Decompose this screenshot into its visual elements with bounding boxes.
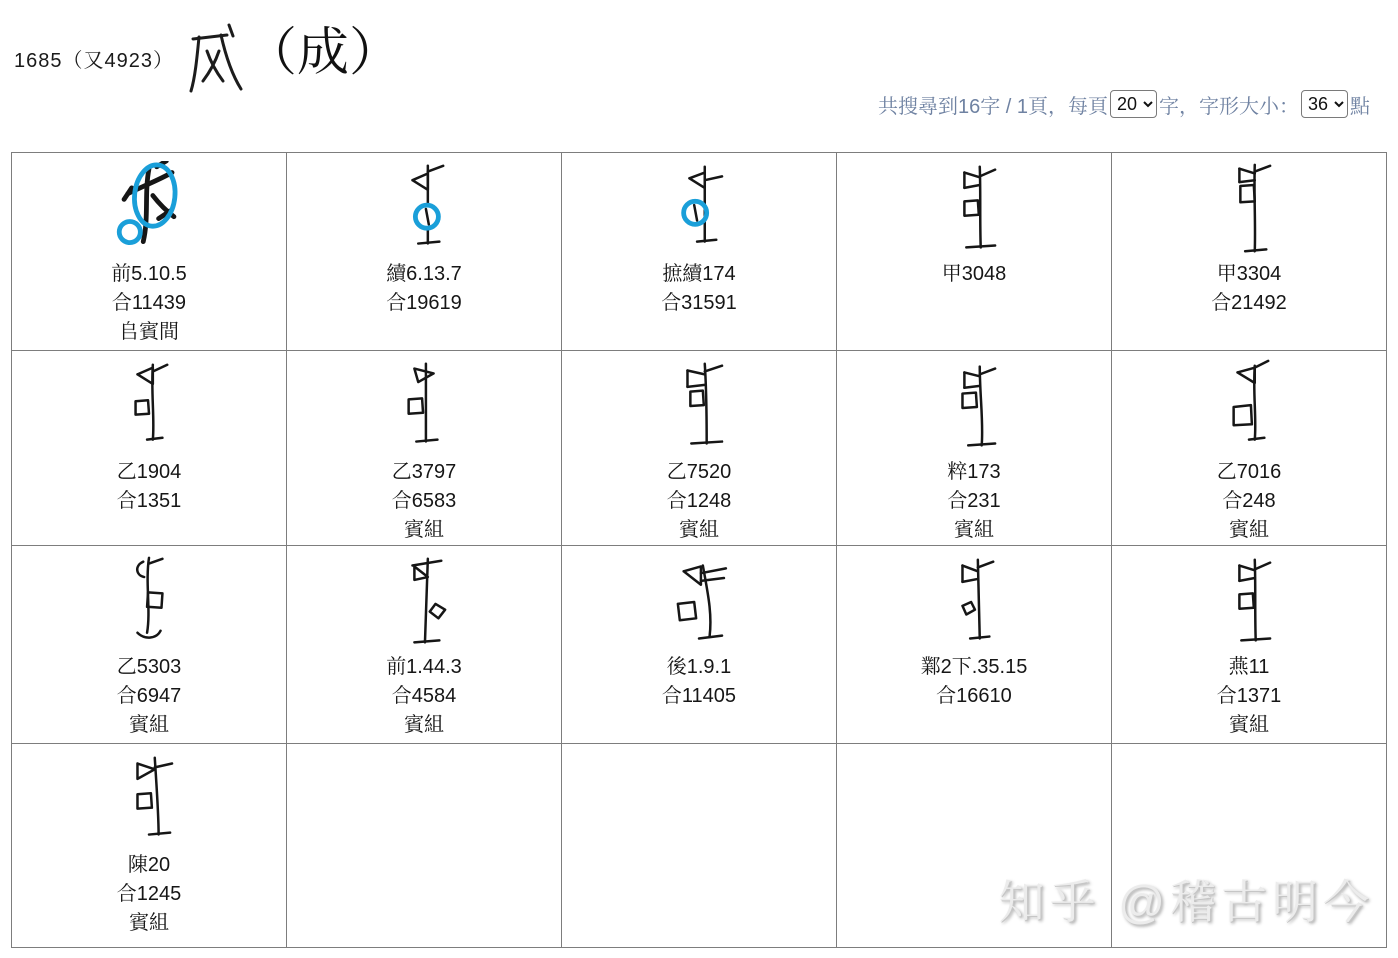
- oracle-glyph-image: [113, 159, 185, 257]
- result-cell: [1112, 546, 1387, 744]
- result-cell: [562, 546, 837, 744]
- oracle-glyph-image: [938, 357, 1010, 455]
- headword-glyph-image: [183, 22, 243, 96]
- search-summary-suffix: 點: [1350, 95, 1370, 118]
- source-reference: 乙1904: [116, 461, 182, 483]
- result-cell: [562, 351, 837, 546]
- oracle-glyph-image: [938, 159, 1010, 257]
- source-reference: 合31591: [661, 292, 737, 314]
- per-page-select[interactable]: [1110, 90, 1157, 118]
- oracle-glyph-image: [1213, 552, 1285, 650]
- source-labels: [386, 653, 462, 740]
- oracle-glyph-image: [388, 357, 460, 455]
- source-labels: [1217, 653, 1282, 740]
- source-reference: 合11439: [111, 292, 187, 314]
- source-reference: 後1.9.1: [666, 656, 732, 678]
- empty-cell: [837, 744, 1112, 948]
- source-reference: 合4584: [391, 685, 457, 707]
- source-reference: 合19619: [386, 292, 462, 314]
- source-reference: 乙3797: [391, 461, 457, 483]
- result-cell: [1112, 153, 1387, 351]
- oracle-glyph-image: [938, 552, 1010, 650]
- source-labels: [386, 260, 462, 318]
- source-reference: 合1248: [666, 490, 732, 512]
- source-reference: 賓組: [403, 714, 444, 736]
- result-cell: [837, 546, 1112, 744]
- oracle-glyph-image: [663, 357, 735, 455]
- search-summary-middle: 字，字形大小：: [1159, 95, 1299, 118]
- source-reference: 𠂤賓間: [118, 321, 179, 343]
- source-reference: 合231: [947, 490, 1001, 512]
- source-reference: 前1.44.3: [386, 656, 462, 678]
- result-cell: [287, 153, 562, 351]
- headword-transcription: （成）: [245, 23, 402, 83]
- source-reference: 摭續174: [662, 263, 736, 285]
- search-summary: [878, 88, 1370, 120]
- watermark: 知乎 @稽古明今: [998, 876, 1374, 928]
- source-reference: 賓組: [1229, 714, 1269, 736]
- result-cell: [12, 153, 287, 351]
- source-reference: 乙5303: [116, 656, 182, 678]
- source-reference: 合1351: [116, 490, 182, 512]
- result-cell: [12, 351, 287, 546]
- oracle-glyph-image: [1213, 159, 1285, 257]
- source-reference: 賓組: [404, 519, 444, 541]
- source-labels: [117, 458, 182, 516]
- result-cell: [1112, 351, 1387, 546]
- source-labels: [111, 260, 187, 347]
- source-labels: [662, 653, 736, 711]
- source-reference: 賓組: [1229, 519, 1269, 541]
- source-reference: 賓組: [954, 519, 994, 541]
- oracle-glyph-image: [1213, 357, 1285, 455]
- result-cell: [287, 546, 562, 744]
- source-reference: 燕11: [1228, 656, 1270, 678]
- oracle-glyph-image: [388, 159, 460, 257]
- source-labels: [667, 458, 732, 545]
- source-reference: 甲3048: [941, 263, 1007, 285]
- source-labels: [947, 458, 1000, 545]
- source-reference: 合11405: [661, 685, 737, 707]
- result-cell: [837, 351, 1112, 546]
- source-reference: 合16610: [936, 685, 1012, 707]
- source-reference: 賓組: [129, 714, 169, 736]
- source-reference: 乙7016: [1216, 461, 1282, 483]
- source-labels: [117, 851, 182, 938]
- source-reference: 粹173: [947, 461, 1001, 483]
- annotation-circle: [119, 221, 140, 242]
- source-labels: [117, 653, 182, 740]
- oracle-glyph-image: [113, 750, 185, 848]
- empty-cell: [562, 744, 837, 948]
- source-reference: 乙7520: [666, 461, 732, 483]
- source-reference: 合248: [1222, 490, 1276, 512]
- source-reference: 合6947: [116, 685, 182, 707]
- catalog-number: 1685（又4923）: [14, 50, 174, 72]
- font-size-select[interactable]: [1301, 90, 1348, 118]
- source-labels: [392, 458, 457, 545]
- source-labels: [942, 260, 1007, 289]
- oracle-glyph-image: [113, 357, 185, 455]
- source-reference: 合21492: [1211, 292, 1287, 314]
- oracle-glyph-image: [113, 552, 185, 650]
- source-reference: 合1245: [116, 883, 182, 905]
- source-reference: 陳20: [127, 854, 171, 876]
- results-table: [11, 152, 1387, 948]
- source-labels: [1217, 458, 1282, 545]
- source-reference: 續6.13.7: [386, 263, 462, 285]
- result-cell: [837, 153, 1112, 351]
- source-reference: 甲3304: [1216, 263, 1282, 285]
- source-reference: 賓組: [129, 912, 169, 934]
- source-labels: [661, 260, 737, 318]
- result-cell: [12, 546, 287, 744]
- empty-cell: [287, 744, 562, 948]
- source-reference: 合6583: [391, 490, 457, 512]
- source-reference: 前5.10.5: [111, 263, 187, 285]
- oracle-glyph-image: [663, 159, 735, 257]
- source-labels: [921, 653, 1028, 711]
- result-cell: [562, 153, 837, 351]
- oracle-glyph-image: [388, 552, 460, 650]
- source-reference: 合1371: [1216, 685, 1282, 707]
- headword: [183, 14, 401, 96]
- result-cell: [287, 351, 562, 546]
- source-labels: [1211, 260, 1287, 318]
- oracle-glyph-image: [663, 552, 735, 650]
- empty-cell: [1112, 744, 1387, 948]
- search-summary-prefix: 共搜尋到16字 / 1頁，每頁: [877, 95, 1108, 118]
- source-reference: 鄴2下.35.15: [920, 656, 1028, 678]
- source-reference: 賓組: [679, 519, 719, 541]
- result-cell: [12, 744, 287, 948]
